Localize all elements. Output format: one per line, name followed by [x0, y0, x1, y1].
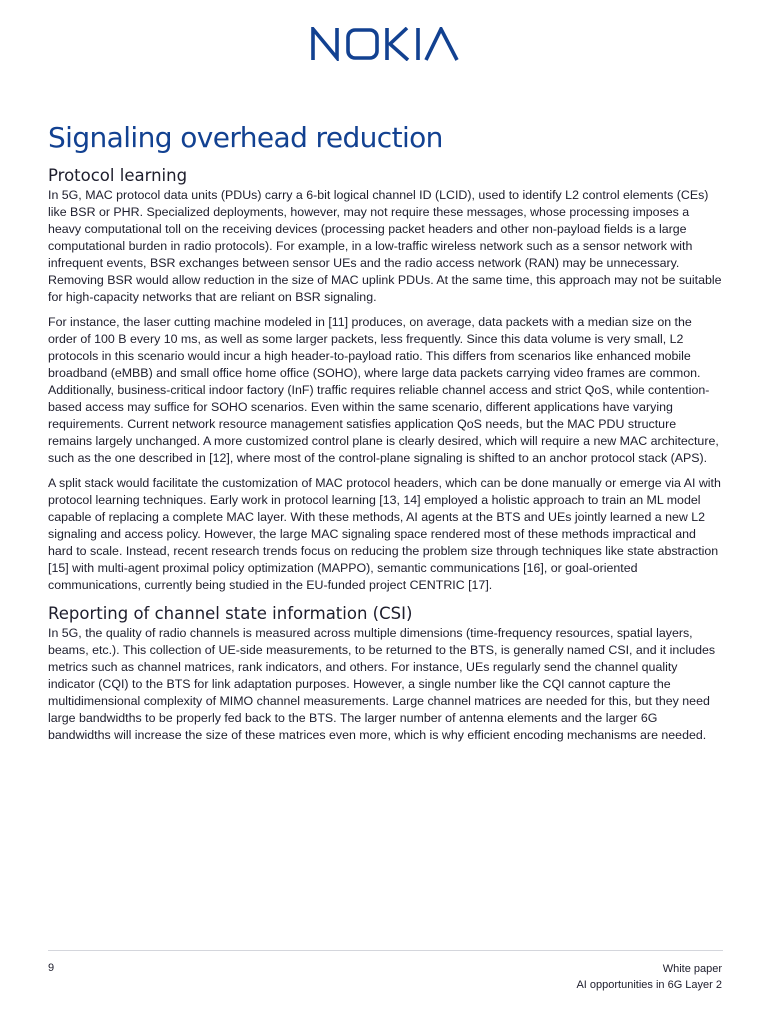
paragraph: In 5G, MAC protocol data units (PDUs) carry a 6-bit logical channel ID (LCID), used to identify L2 control elements (CEs) like BSR or PHR. Specialized deployments, however, may not require these messages, whose processing imposes a heavy computational toll on the receiving devices (processing packet headers and other non-payload fields is a large computational burden in radio protocols). For example, in a low-traffic wireless network such as a sensor network with infrequent events, BSR exchanges between sensor UEs and the radio access network (RAN) may be unnecessary. Removing BSR would allow reduction in the size of MAC uplink PDUs. At the same time, this approach may not be suitable for high-capacity networks that are reliant on BSR signaling.: [48, 188, 722, 304]
nokia-logo-icon: [310, 27, 460, 61]
section-heading-csi-reporting: Reporting of channel state information (CSI): [48, 604, 413, 623]
footer-doc-title: AI opportunities in 6G Layer 2: [576, 979, 722, 991]
footer-divider: [48, 950, 723, 951]
paragraph: In 5G, the quality of radio channels is measured across multiple dimensions (time-frequency resources, spatial layers, beams, etc.). This collection of UE-side measurements, to be returned to the BTS, is generally named CSI, and it includes metrics such as channel matrices, rank indicators, and others. For instance, UEs regularly send the channel quality indicator (CQI) to the BTS for link adaptation purposes. However, a single number like the CQI cannot capture the multidimensional complexity of MIMO channel measurements. Large channel matrices are needed for this, but they need large bandwidths to be properly fed back to the BTS. The larger number of antenna elements and the larger 6G bandwidths will increase the size of these matrices even more, which is why efficient encoding mechanisms are needed.: [48, 626, 716, 742]
page-title: Signaling overhead reduction: [48, 121, 443, 154]
page-number: 9: [48, 962, 55, 974]
footer-doc-type: White paper: [662, 963, 722, 975]
footer-document-info: [576, 961, 722, 993]
paragraph: A split stack would facilitate the customization of MAC protocol headers, which can be done manually or emerge via AI with protocol learning techniques. Early work in protocol learning [13, 14] employed a holistic approach to train an ML model capable of replacing a complete MAC layer. With these methods, AI agents at the BTS and UEs jointly learned a new L2 signaling and access policy. However, the large MAC signaling space rendered most of these methods impractical and hard to scale. Instead, recent research trends focus on reducing the problem size through techniques like state abstraction [15] with multi-agent proximal policy optimization (MAPPO), semantic communications [16], or goal-oriented communications, currently being studied in the EU-funded project CENTRIC [17].: [48, 476, 721, 592]
section-heading-protocol-learning: Protocol learning: [48, 166, 188, 185]
paragraph: For instance, the laser cutting machine modeled in [11] produces, on average, data packets with a median size on the order of 100 B every 10 ms, as well as some larger packets, less frequently. Since this data volume is very small, L2 protocols in this scenario would incur a high header-to-payload ratio. This differs from scenarios like enhanced mobile broadband (eMBB) and small office home office (SOHO), where large data packets carrying video frames are common. Additionally, business-critical indoor factory (InF) traffic requires reliable channel access and strict QoS, while contention-based access may suffice for SOHO scenarios. Even within the same scenario, different applications have varying requirements. Current network resource management satisfies application QoS needs, but the MAC PDU structure remains largely unchanged. A more customized control plane is clearly desired, which will require a new MAC architecture, such as the one described in [12], where most of the control-plane signaling is shifted to an anchor protocol stack (APS).: [48, 315, 719, 465]
main-content: [48, 120, 723, 752]
nokia-logo: [0, 26, 770, 70]
